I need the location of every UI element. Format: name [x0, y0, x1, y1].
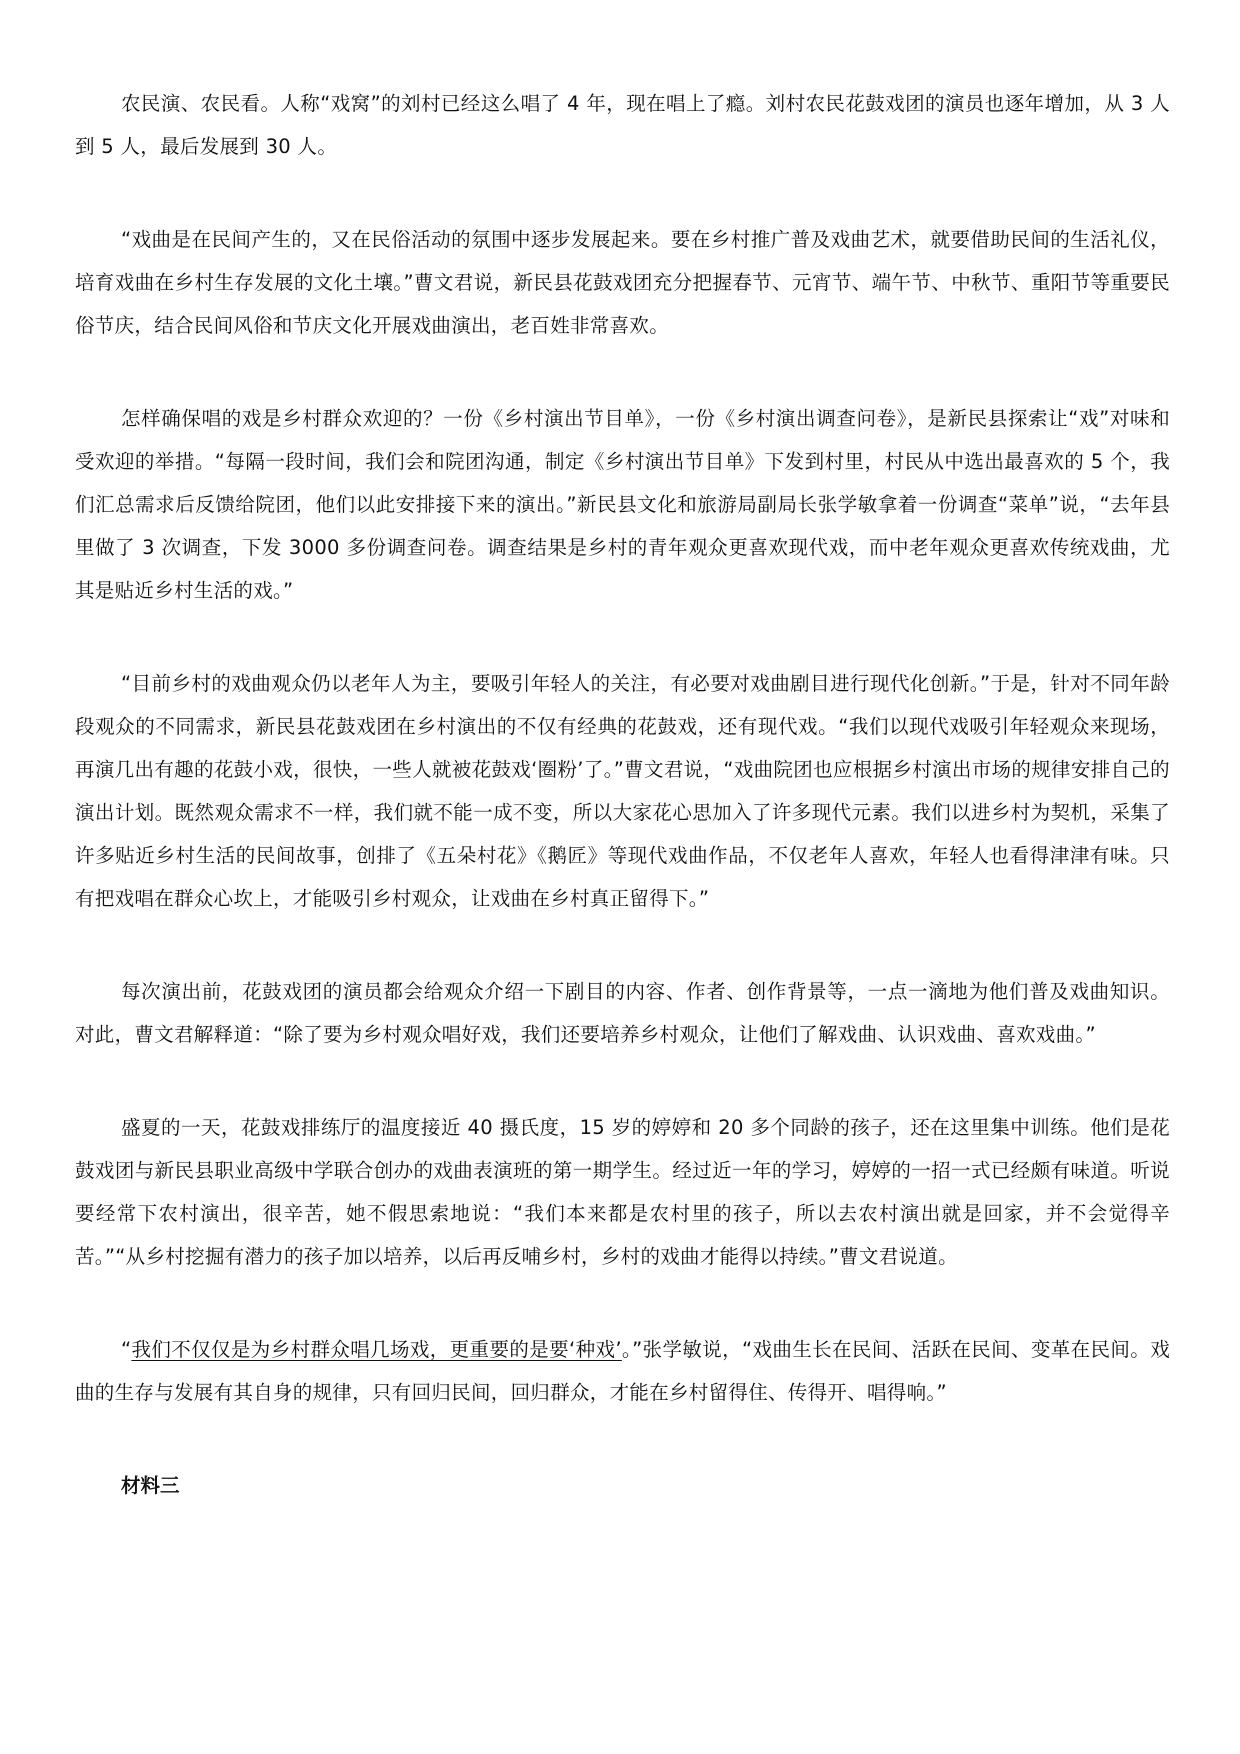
- paragraph-6: 盛夏的一天，花鼓戏排练厅的温度接近 40 摄氏度，15 岁的婷婷和 20 多个同龄的孩子，还在这里集中训练。他们是花鼓戏团与新民县职业高级中学联合创办的戏曲表演班的第一期学生。经过近一年的学习，婷婷的一招一式已经颇有味道。听说要经常下农村演出，很辛苦，她不假思索地说：“我们本来都是农村里的孩子，所以去农村演出就是回家，并不会觉得辛苦。”“从乡村挖掘有潜力的孩子加以培养，以后再反哺乡村，乡村的戏曲才能得以持续。”曹文君说道。: [75, 1116, 1170, 1268]
- section-heading: 材料三: [121, 1474, 180, 1497]
- paragraph-7: [75, 1328, 1170, 1414]
- paragraph-5: 每次演出前，花鼓戏团的演员都会给观众介绍一下剧目的内容、作者、创作背景等，一点一滴地为他们普及戏曲知识。对此，曹文君解释道：“除了要为乡村观众唱好戏，我们还要培养乡村观众，让他们了解戏曲、认识戏曲、喜欢戏曲。”: [75, 980, 1170, 1046]
- paragraph-4: “目前乡村的戏曲观众仍以老年人为主，要吸引年轻人的关注，有必要对戏曲剧目进行现代化创新。”于是，针对不同年龄段观众的不同需求，新民县花鼓戏团在乡村演出的不仅有经典的花鼓戏，还有现代戏。“我们以现代戏吸引年轻观众来现场，再演几出有趣的花鼓小戏，很快，一些人就被花鼓戏‘圈粉’了。”曹文君说，“戏曲院团也应根据乡村演出市场的规律安排自己的演出计划。既然观众需求不一样，我们就不能一成不变，所以大家花心思加入了许多现代元素。我们以进乡村为契机，采集了许多贴近乡村生活的民间故事，创排了《五朵村花》《鹅匠》等现代戏曲作品，不仅老年人喜欢，年轻人也看得津津有味。只有把戏唱在群众心坎上，才能吸引乡村观众，让戏曲在乡村真正留得下。”: [75, 672, 1170, 910]
- open-quote: “: [121, 1338, 132, 1361]
- paragraph-3: 怎样确保唱的戏是乡村群众欢迎的？一份《乡村演出节目单》，一份《乡村演出调查问卷》，是新民县探索让“戏”对味和受欢迎的举措。“每隔一段时间，我们会和院团沟通，制定《乡村演出节目单》下发到村里，村民从中选出最喜欢的 5 个，我们汇总需求后反馈给院团，他们以此安排接下来的演出。”新民县文化和旅游局副局长张学敏拿着一份调查“菜单”说，“去年县里做了 3 次调查，下发 3000 多份调查问卷。调查结果是乡村的青年观众更喜欢现代戏，而中老年观众更喜欢传统戏曲，尤其是贴近乡村生活的戏。”: [75, 407, 1170, 602]
- paragraph-2: “戏曲是在民间产生的，又在民俗活动的氛围中逐步发展起来。要在乡村推广普及戏曲艺术，就要借助民间的生活礼仪，培育戏曲在乡村生存发展的文化土壤。”曹文君说，新民县花鼓戏团充分把握春节、元宵节、端午节、中秋节、重阳节等重要民俗节庆，结合民间风俗和节庆文化开展戏曲演出，老百姓非常喜欢。: [75, 228, 1170, 337]
- paragraph-7-rest: 。”张学敏说，“戏曲生长在民间、活跃在民间、变革在民间。戏曲的生存与发展有其自身的规律，只有回归民间，回归群众，才能在乡村留得住、传得开、唱得响。”: [75, 1338, 1170, 1404]
- paragraph-1: 农民演、农民看。人称“戏窝”的刘村已经这么唱了 4 年，现在唱上了瘾。刘村农民花鼓戏团的演员也逐年增加，从 3 人到 5 人，最后发展到 30 人。: [75, 92, 1170, 158]
- underlined-quote: 我们不仅仅是为乡村群众唱几场戏，更重要的是要‘种戏’: [131, 1338, 622, 1361]
